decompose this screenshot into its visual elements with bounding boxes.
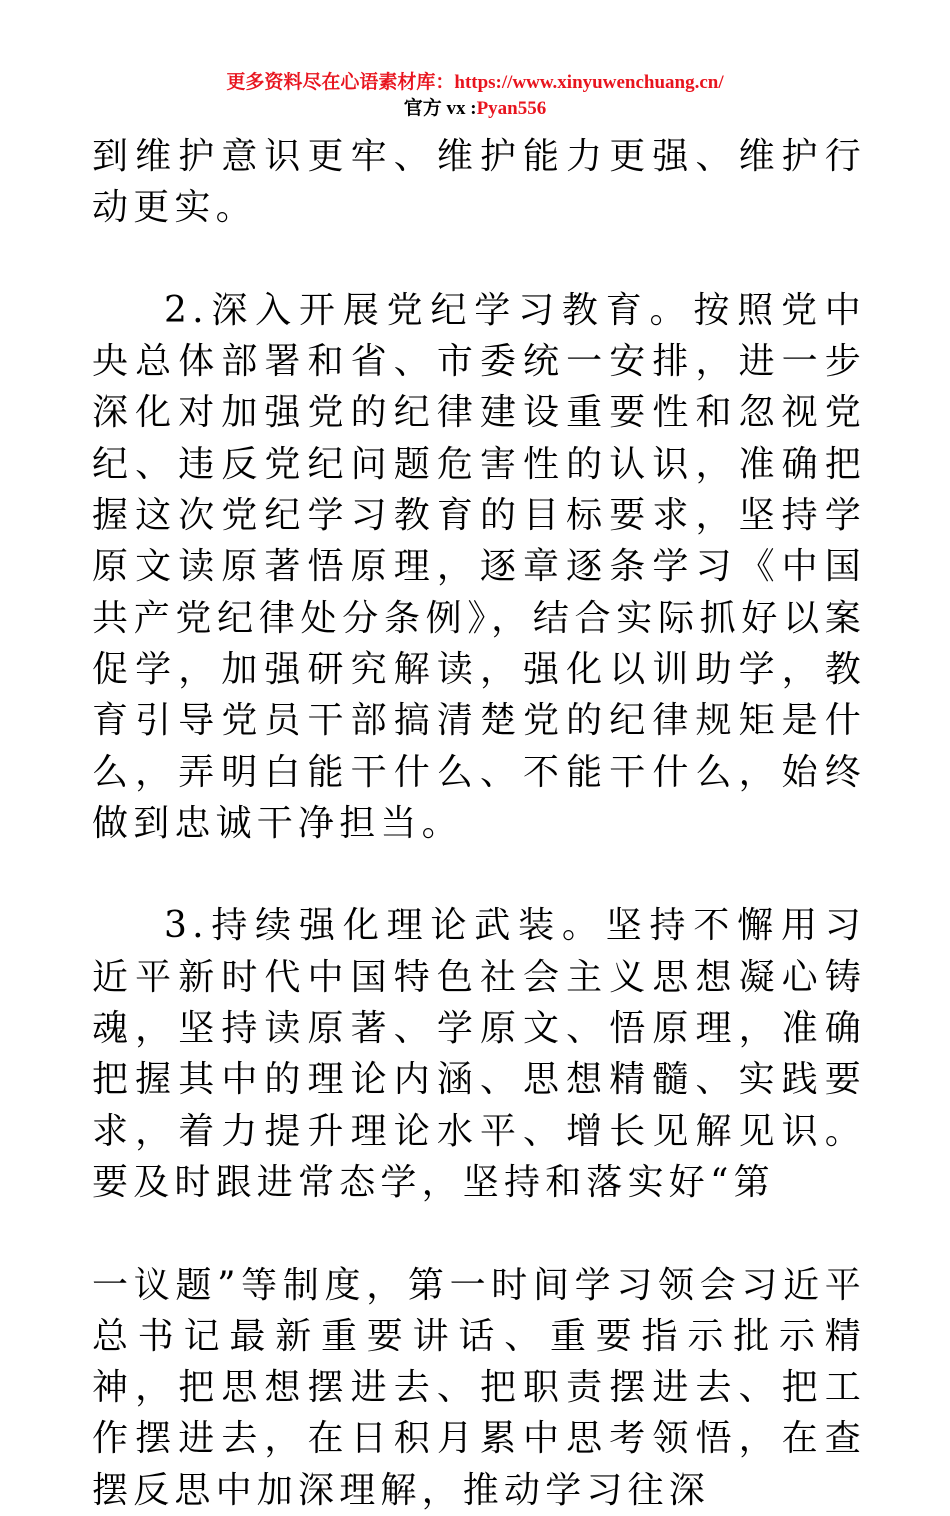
header-contact-account: Pyan556	[476, 98, 547, 119]
paragraph-first-agenda: 一议题”等制度，第一时间学习领会习近平总书记最新重要讲话、重要指示批示精神，把思想摆进去、把职责摆进去、把工作摆进去，在日积月累中思考领悟，在查摆反思中加深理解，推动学习往深	[92, 1264, 866, 1511]
header-source-line: 更多资料尽在心语素材库：https://www.xinyuwenchuang.cn/	[226, 72, 724, 93]
page-header	[0, 70, 950, 122]
paragraph-gap	[92, 234, 866, 285]
document-body	[92, 131, 866, 1516]
paragraph-theory-armament: 3.持续强化理论武装。坚持不懈用习近平新时代中国特色社会主义思想凝心铸魂，坚持读原著、学原文、悟原理，准确把握其中的理论内涵、思想精髓、实践要求，着力提升理论水平、增长见解见识。要及时跟进常态学，坚持和落实好“第	[92, 905, 866, 1203]
paragraph-party-discipline: 2.深入开展党纪学习教育。按照党中央总体部署和省、市委统一安排，进一步深化对加强党的纪律建设重要性和忽视党纪、违反党纪问题危害性的认识，准确把握这次党纪学习教育的目标要求，坚持学原文读原著悟原理，逐章逐条学习《中国共产党纪律处分条例》，结合实际抓好以案促学，加强研究解读，强化以训助学，教育引导党员干部搞清楚党的纪律规矩是什么，弄明白能干什么、不能干什么，始终做到忠诚干净担当。	[92, 289, 866, 844]
header-contact-prefix: 官方 vx :	[403, 98, 477, 119]
page-break-gap	[92, 1208, 866, 1259]
paragraph-continuation: 到维护意识更牢、维护能力更强、维护行动更实。	[92, 136, 866, 229]
paragraph-gap	[92, 849, 866, 900]
header-contact-line	[0, 96, 950, 122]
